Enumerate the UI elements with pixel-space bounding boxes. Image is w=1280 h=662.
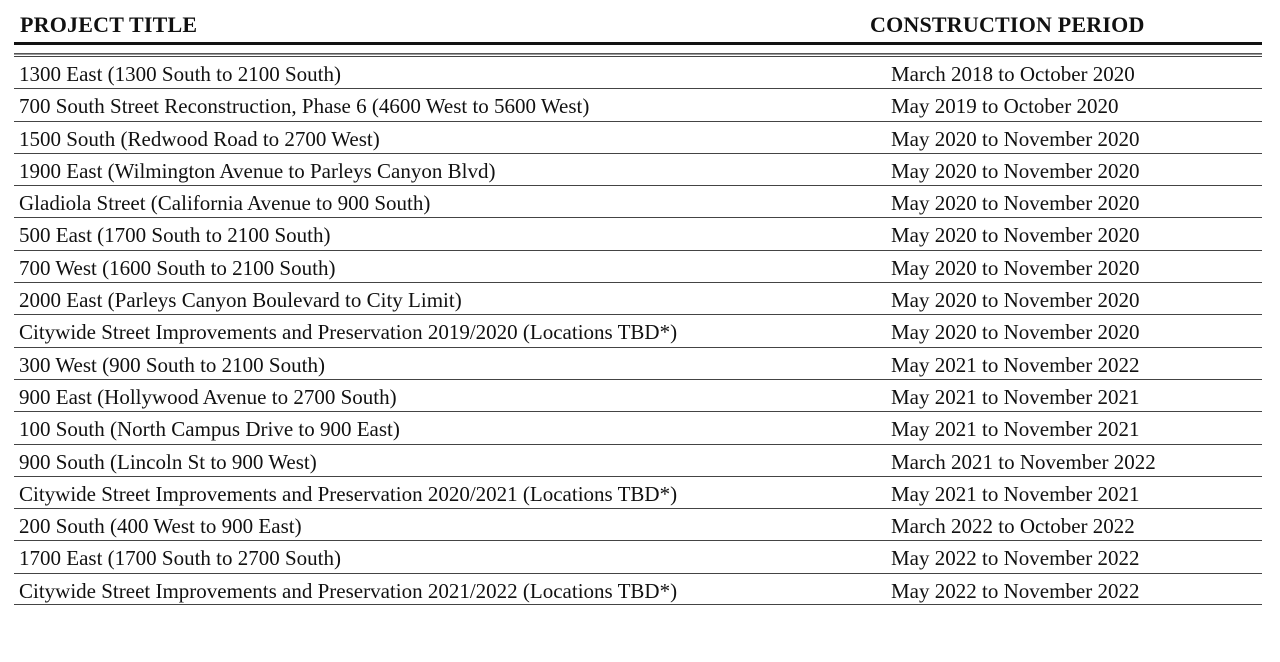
table-row [14,185,1262,217]
table-row [14,250,1262,282]
table-row [14,282,1262,314]
project-title-cell: 500 East (1700 South to 2100 South) [19,223,331,248]
construction-period-cell: March 2022 to October 2022 [891,514,1135,539]
construction-period-cell: March 2018 to October 2020 [891,62,1135,86]
project-title-cell: 1700 East (1700 South to 2700 South) [19,546,342,571]
project-title-cell: 700 West (1600 South to 2100 South) [19,255,336,280]
project-title-cell: Citywide Street Improvements and Preservation 2021/2022 (Locations TBD*) [19,578,678,603]
table-row [14,508,1262,540]
header-construction-period: CONSTRUCTION PERIOD [870,12,1145,37]
construction-period-cell: May 2021 to November 2021 [891,384,1140,409]
table-row [14,88,1262,120]
construction-period-cell: May 2020 to November 2020 [891,158,1140,183]
construction-period-cell: May 2020 to November 2020 [891,288,1140,313]
project-title-cell: 900 East (Hollywood Avenue to 2700 South) [19,384,397,409]
project-title-cell: 100 South (North Campus Drive to 900 East) [19,417,400,442]
table-row [14,444,1262,476]
header-spacer-rule [14,45,1262,54]
project-title-cell: 700 South Street Reconstruction, Phase 6 (4600 West to 5600 West) [19,94,590,119]
construction-period-cell: May 2022 to November 2022 [891,578,1140,603]
table-row [14,56,1262,88]
construction-period-cell: May 2020 to November 2020 [891,255,1140,280]
table-row [14,476,1262,508]
header-spacer-rule-2 [14,54,1262,55]
table-row [14,573,1262,605]
table-row [14,379,1262,411]
construction-period-cell: May 2020 to November 2020 [891,320,1140,345]
project-title-cell: Citywide Street Improvements and Preservation 2020/2021 (Locations TBD*) [19,481,678,506]
project-title-cell: 1500 South (Redwood Road to 2700 West) [19,126,380,151]
project-title-cell: 300 West (900 South to 2100 South) [19,352,325,377]
table-row [14,314,1262,346]
table-row [14,411,1262,443]
project-table [14,0,1262,605]
project-title-cell: 2000 East (Parleys Canyon Boulevard to City Limit) [19,288,462,313]
project-title-cell: Citywide Street Improvements and Preservation 2019/2020 (Locations TBD*) [19,320,678,345]
project-title-cell: 1300 East (1300 South to 2100 South) [19,62,342,86]
construction-period-cell: May 2020 to November 2020 [891,191,1140,216]
table-row [14,540,1262,572]
header-project-title: PROJECT TITLE [20,12,198,37]
construction-period-cell: May 2021 to November 2021 [891,417,1140,442]
project-title-cell: Gladiola Street (California Avenue to 900 South) [19,191,431,216]
construction-period-cell: May 2019 to October 2020 [891,94,1119,119]
project-title-cell: 200 South (400 West to 900 East) [19,514,302,539]
table-row [14,121,1262,153]
table-row [14,217,1262,249]
construction-period-cell: May 2022 to November 2022 [891,546,1140,571]
project-title-cell: 1900 East (Wilmington Avenue to Parleys Canyon Blvd) [19,158,496,183]
construction-period-cell: May 2021 to November 2021 [891,481,1140,506]
construction-period-cell: March 2021 to November 2022 [891,449,1156,474]
table-row [14,347,1262,379]
project-title-cell: 900 South (Lincoln St to 900 West) [19,449,317,474]
construction-period-cell: May 2020 to November 2020 [891,223,1140,248]
table-header [14,0,1262,42]
construction-period-cell: May 2021 to November 2022 [891,352,1140,377]
construction-period-cell: May 2020 to November 2020 [891,126,1140,151]
table-row [14,153,1262,185]
table-body [14,56,1262,605]
